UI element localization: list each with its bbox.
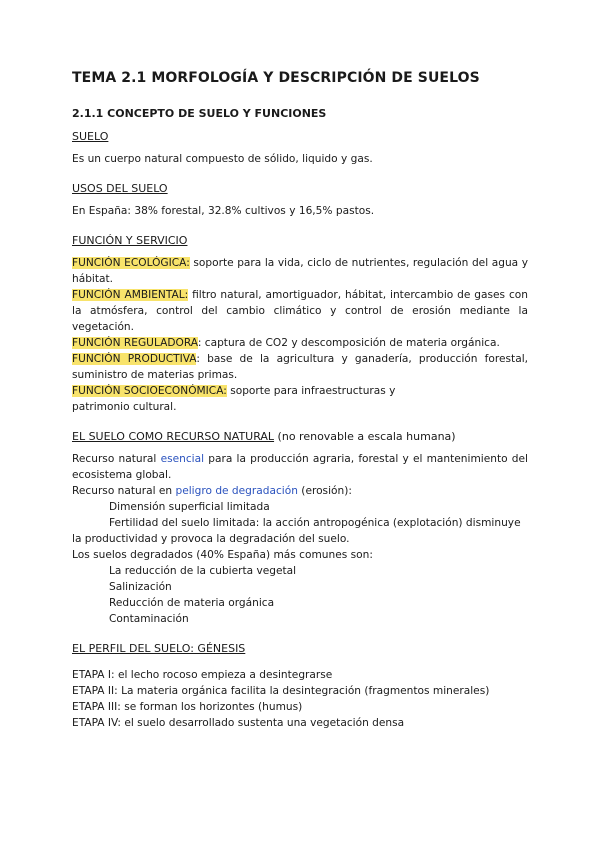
funcion-reguladora-label: FUNCIÓN REGULADORA: [72, 337, 198, 349]
recurso-p1-key: esencial: [160, 453, 205, 465]
funcion-ecologica-label: FUNCIÓN ECOLÓGICA:: [72, 257, 190, 269]
recurso-degradados: Los suelos degradados (40% España) más comunes son:: [72, 549, 373, 561]
funcion-productiva-text: : base de la agricultura y ganadería, producción forestal, suministro de materias primas.: [72, 353, 528, 381]
funcion-socioeconomica-text: soporte para infraestructuras y: [226, 385, 396, 397]
recurso-p2: [72, 483, 528, 499]
funcion-productiva-label: FUNCIÓN PRODUCTIVA: [72, 353, 197, 365]
list-item: Reducción de materia orgánica: [109, 597, 275, 609]
etapa-item: ETAPA I: el lecho rocoso empieza a desintegrarse: [72, 669, 333, 681]
recurso-p2-key: peligro de degradación: [175, 485, 298, 497]
page-title: TEMA 2.1 MORFOLOGÍA Y DESCRIPCIÓN DE SUELOS: [72, 70, 480, 86]
recurso-ind1: Dimensión superficial limitada: [109, 501, 270, 513]
heading-recurso-note: (no renovable a escala humana): [274, 430, 456, 443]
etapa-item: ETAPA III: se forman los horizontes (humus): [72, 701, 303, 713]
funcion-ambiental-label: FUNCIÓN AMBIENTAL:: [72, 289, 189, 301]
heading-usos: USOS DEL SUELO: [72, 182, 168, 195]
recurso-p1-post: para la producción agraria, forestal y el mantenimiento del ecosistema global.: [72, 453, 528, 481]
heading-funcion: FUNCIÓN Y SERVICIO: [72, 234, 188, 247]
etapa-item: ETAPA II: La materia orgánica facilita la desintegración (fragmentos minerales): [72, 685, 490, 697]
funcion-tail: patrimonio cultural.: [72, 401, 177, 413]
funcion-ambiental: [72, 287, 528, 335]
funcion-ecologica-text: soporte para la vida, ciclo de nutrientes, regulación del agua y hábitat.: [72, 257, 529, 285]
heading-perfil: EL PERFIL DEL SUELO: GÉNESIS: [72, 642, 246, 655]
funcion-productiva: [72, 351, 528, 383]
recurso-ind2: Fertilidad del suelo limitada: la acción antropogénica (explotación) disminuye: [109, 517, 521, 529]
etapa-item: ETAPA IV: el suelo desarrollado sustenta una vegetación densa: [72, 717, 405, 729]
funcion-ecologica: [72, 255, 528, 287]
funcion-socioeconomica-label: FUNCIÓN SOCIOECONÓMICA:: [72, 385, 227, 397]
list-item: Salinización: [109, 581, 172, 593]
recurso-ind2-cont: la productividad y provoca la degradación del suelo.: [72, 533, 350, 545]
recurso-p2-pre: Recurso natural en: [72, 485, 176, 497]
funcion-reguladora: [72, 335, 528, 351]
heading-suelo: SUELO: [72, 130, 109, 143]
funcion-reguladora-text: : captura de CO2 y descomposición de materia orgánica.: [197, 337, 500, 349]
section-subtitle: 2.1.1 CONCEPTO DE SUELO Y FUNCIONES: [72, 107, 327, 120]
heading-recurso: EL SUELO COMO RECURSO NATURAL: [72, 430, 275, 443]
recurso-p1: [72, 451, 528, 483]
recurso-p1-pre: Recurso natural: [72, 453, 161, 465]
list-item: Contaminación: [109, 613, 189, 625]
recurso-p2-post: (erosión):: [297, 485, 352, 497]
funcion-socioeconomica: [72, 383, 528, 399]
text-suelo: Es un cuerpo natural compuesto de sólido, liquido y gas.: [72, 153, 373, 165]
list-item: La reducción de la cubierta vegetal: [109, 565, 297, 577]
heading-recurso-line: [72, 429, 528, 445]
text-usos: En España: 38% forestal, 32.8% cultivos y 16,5% pastos.: [72, 205, 375, 217]
funcion-ambiental-text: filtro natural, amortiguador, hábitat, intercambio de gases con la atmósfera, control del cambio climático y control de erosión mediante la vegetación.: [72, 289, 528, 333]
